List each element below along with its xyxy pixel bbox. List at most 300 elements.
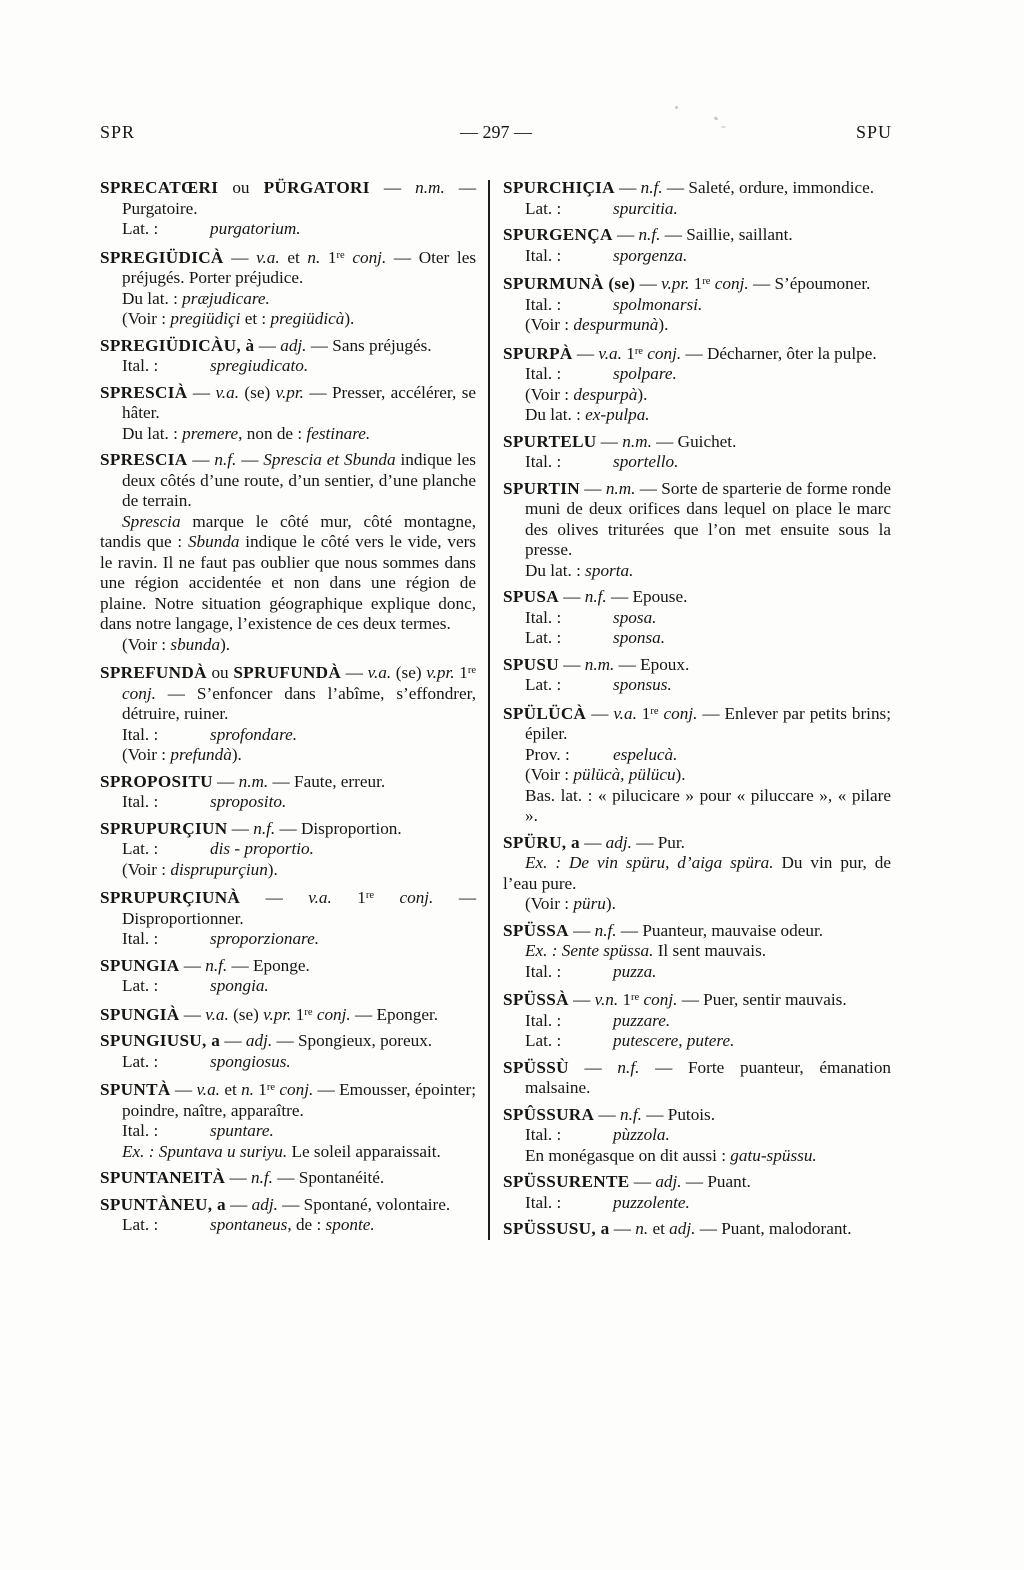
language-label: Ital. : — [525, 1192, 562, 1212]
language-label: Ital. : — [525, 607, 562, 627]
text: — Sans préjugés. — [306, 335, 432, 355]
dictionary-entry — [503, 178, 891, 219]
italic-text: putescere, putere. — [613, 1031, 735, 1050]
text: — — [227, 818, 254, 838]
entry-headline — [503, 702, 891, 745]
italic-text: n.f. — [617, 1057, 640, 1077]
text: — — [612, 225, 639, 244]
italic-text: puzzolente. — [613, 1192, 690, 1212]
headword: SPRUPURÇIUN — [100, 818, 228, 838]
superscript: re — [650, 705, 659, 717]
entry-line — [503, 405, 891, 426]
italic-text: n.m. — [622, 431, 652, 451]
page-content — [100, 122, 892, 1240]
entry-headline — [503, 833, 891, 854]
text: ). — [658, 315, 669, 334]
italic-text: dis - proportio. — [210, 839, 314, 858]
headword: SPRUPURÇIUNÀ — [100, 888, 241, 907]
text: 1 — [291, 1004, 305, 1024]
italic-text: spolpare. — [613, 364, 677, 383]
text: — Sorte de sparterie de forme ronde muni de deux orifices dans lequel on place le marc des olives triturées que l’on met ensuite sous la presse. — [525, 478, 891, 559]
headword: SPREFUNDÀ — [100, 663, 207, 682]
italic-text: adj. — [605, 832, 632, 852]
entry-line — [100, 792, 476, 813]
entry-line — [100, 424, 476, 445]
text: (Voir : — [525, 315, 574, 334]
entry-headline — [100, 178, 476, 219]
italic-text: puzza. — [613, 961, 657, 981]
text: et — [279, 247, 308, 267]
text: Le soleil apparaissait. — [287, 1141, 441, 1161]
entry-headline — [100, 1168, 476, 1189]
entry-line — [503, 1125, 891, 1146]
italic-text: n.m. — [605, 478, 636, 498]
text: marque le côté mur, côté montagne, tandis que : — [100, 511, 476, 551]
entry-line — [100, 289, 476, 310]
dictionary-entry — [100, 886, 476, 950]
text: et : — [240, 309, 271, 328]
text: — Disproportionner. — [122, 888, 476, 928]
italic-text: pùzzola. — [613, 1125, 670, 1144]
page-number: — 297 — — [460, 122, 532, 142]
headword: SPÜSSUSU, a — [503, 1219, 610, 1238]
language-label: Ital. : — [122, 724, 159, 744]
text: — — [254, 335, 281, 355]
text: — — [558, 587, 585, 606]
italic-text: n.f. — [251, 1168, 273, 1187]
headword: SPUNTÀNEU, a — [100, 1194, 226, 1214]
headword: SPRESCIÀ — [100, 382, 188, 402]
italic-text: v.a. — [613, 703, 637, 723]
text: , non de : — [238, 423, 307, 443]
italic-text: ex-pulpa. — [585, 405, 650, 424]
italic-text: n. — [307, 247, 321, 267]
text: — Puant. — [681, 1172, 751, 1191]
text: — — [572, 343, 599, 363]
language-label: Ital. : — [525, 452, 562, 471]
text: — — [594, 1104, 621, 1124]
entry-line — [100, 1142, 476, 1163]
headword: SPUNGIA — [100, 955, 180, 975]
entry-headline — [503, 479, 891, 561]
text: , de : — [287, 1215, 326, 1234]
text: Il sent mauvais. — [653, 941, 767, 960]
entry-headline — [503, 342, 891, 365]
text: 1 — [253, 1080, 267, 1099]
language-label: Lat. : — [122, 1051, 159, 1071]
dictionary-entry — [503, 1172, 891, 1213]
dictionary-entry — [100, 178, 476, 240]
italic-text: spregiudicato. — [210, 356, 309, 375]
text: — Spontanéité. — [272, 1168, 385, 1187]
language-label: Ital. : — [525, 961, 562, 981]
header-guide-word-left: SPR — [100, 122, 136, 142]
dictionary-entry — [100, 336, 476, 377]
italic-text: sponsa. — [613, 628, 666, 647]
entry-line — [503, 962, 891, 983]
headword: SPRUFUNDÀ — [233, 663, 342, 682]
headword: SPUNGIÀ — [100, 1004, 180, 1024]
dictionary-entry — [100, 246, 476, 330]
text: indique les deux côtés d’une route, d’un sentier, d’une planche de terrain. — [122, 450, 476, 510]
entry-headline — [100, 956, 476, 977]
italic-text: n.m. — [584, 654, 615, 674]
italic-text: conj. — [663, 703, 698, 723]
text: — — [614, 178, 641, 197]
text: (Voir : — [122, 745, 171, 764]
italic-text: sponsus. — [613, 675, 672, 694]
language-label: Lat. : — [525, 628, 562, 647]
headword: SPÜSSA — [503, 920, 569, 940]
entry-headline — [100, 1003, 476, 1026]
text: 1 — [636, 703, 651, 723]
text: ). — [675, 765, 686, 784]
italic-text: espelucà. — [613, 744, 678, 764]
italic-text: conj. — [279, 1080, 314, 1099]
italic-text: despurmunà — [573, 315, 659, 334]
entry-line — [503, 894, 891, 915]
italic-text: n.f. — [640, 178, 663, 197]
italic-text: sporta. — [585, 560, 634, 580]
entry-line — [100, 1215, 476, 1236]
italic-text: adj. — [251, 1194, 278, 1214]
text: — — [586, 703, 614, 723]
entry-headline — [100, 336, 476, 357]
italic-text: disprupurçiun — [170, 859, 268, 879]
text: — Saleté, ordure, immondice. — [662, 178, 875, 197]
text: et — [648, 1219, 670, 1238]
italic-text: n. — [241, 1080, 254, 1099]
entry-line — [100, 1121, 476, 1142]
entry-headline — [100, 886, 476, 929]
language-label: Ital. : — [525, 1125, 562, 1144]
italic-text: conj. — [122, 683, 156, 703]
text: (Voir : — [122, 634, 171, 654]
text: — — [170, 1080, 197, 1099]
text: — Décharner, ôter la pulpe. — [681, 343, 877, 363]
entry-line — [503, 765, 891, 786]
italic-text: sposa. — [613, 607, 657, 627]
text: 1 — [454, 663, 468, 682]
text: ). — [220, 634, 231, 654]
italic-text: v.pr. — [661, 274, 690, 293]
text: — S’époumoner. — [748, 274, 871, 293]
text: — — [568, 920, 595, 940]
text: — Emousser, épointer; poindre, naître, apparaître. — [122, 1080, 477, 1120]
superscript: re — [336, 249, 345, 261]
headword: SPREGIÜDICÀU, à — [100, 335, 255, 355]
dictionary-entry — [100, 1168, 476, 1189]
text: — — [369, 178, 416, 197]
scan-speck — [714, 116, 719, 121]
italic-text: pregiüdiçi — [170, 309, 241, 328]
italic-text: gatu-spüssu. — [730, 1145, 817, 1165]
text: — Eponge. — [227, 955, 310, 975]
entry-line — [503, 608, 891, 629]
italic-text: v.a. — [308, 888, 332, 907]
language-label: Ital. : — [525, 364, 562, 383]
italic-text: præjudicare. — [182, 288, 270, 308]
italic-text: spurcitia. — [613, 198, 678, 218]
entry-line — [503, 385, 891, 406]
entry-line — [100, 839, 476, 860]
italic-text: premere — [182, 423, 239, 443]
text: ou — [206, 663, 234, 682]
italic-text: purgatorium. — [210, 219, 301, 238]
entry-line — [100, 976, 476, 997]
italic-text: Ex. : De vin spüru, d’aiga spüra. — [525, 853, 774, 872]
italic-text: adj. — [669, 1219, 696, 1238]
italic-text: spolmonarsi. — [613, 294, 703, 314]
text: ). — [344, 309, 355, 328]
text: — Guichet. — [651, 431, 737, 451]
text: — — [212, 771, 239, 791]
entry-headline — [503, 1172, 891, 1193]
text: indique le côté vers le vide, vers le ravin. Il ne faut pas oublier que nous sommes dans une région accidentée et non dans une région de plaine. Notre situation géographique explique donc, dans notre langage, l’existence de ces deux termes. — [100, 532, 476, 633]
text: Du lat. : — [122, 423, 183, 443]
italic-text: sponte. — [325, 1215, 375, 1234]
headword: SPUNTANEITÀ — [100, 1168, 226, 1187]
entry-line — [503, 853, 891, 894]
headword: SPURTELU — [503, 431, 597, 451]
text: — — [579, 478, 606, 498]
two-column-text — [100, 178, 892, 1240]
italic-text: festinare. — [306, 423, 371, 443]
headword: SPRECATŒRI — [100, 178, 219, 197]
entry-line — [503, 561, 891, 582]
text: et — [219, 1080, 242, 1099]
entry-headline — [503, 1058, 891, 1099]
entry-line — [503, 786, 891, 827]
italic-text: n.f. — [620, 1104, 642, 1124]
dictionary-entry — [503, 342, 891, 426]
text: — — [223, 247, 257, 267]
dictionary-entry — [100, 450, 476, 655]
entry-line — [503, 1011, 891, 1032]
entry-line — [100, 725, 476, 746]
text: — — [225, 1194, 252, 1214]
italic-text: conj. — [316, 1004, 351, 1024]
text: — — [187, 450, 215, 469]
italic-text: n.f. — [253, 818, 276, 838]
text: Du lat. : — [525, 560, 586, 580]
entry-line — [503, 295, 891, 316]
entry-line — [503, 199, 891, 220]
dictionary-entry — [503, 587, 891, 649]
language-label: Lat. : — [122, 1215, 159, 1234]
text: — Spongieux, poreux. — [272, 1031, 433, 1050]
italic-text: conj. — [643, 990, 678, 1009]
dictionary-entry — [100, 1078, 476, 1162]
entry-line — [100, 219, 476, 240]
entry-headline — [503, 432, 891, 453]
dictionary-entry — [503, 272, 891, 336]
entry-headline — [100, 819, 476, 840]
text: — Epouse. — [606, 587, 688, 606]
entry-line — [100, 635, 476, 656]
text: En monégasque on dit aussi : — [525, 1145, 731, 1165]
dictionary-entry — [503, 702, 891, 827]
headword: SPÜSSÙ — [503, 1057, 569, 1077]
superscript: re — [631, 992, 640, 1003]
text: — Presser, accélérer, se hâter. — [122, 382, 477, 422]
language-label: Lat. : — [525, 198, 562, 218]
entry-line — [503, 1146, 891, 1167]
entry-headline — [100, 661, 476, 725]
text: — Eponger. — [350, 1004, 439, 1024]
entry-headline — [503, 655, 891, 676]
italic-text: n.f. — [594, 920, 617, 940]
text: — — [220, 1031, 246, 1050]
entry-headline — [503, 178, 891, 199]
entry-line — [100, 860, 476, 881]
headword: SPÜSSÀ — [503, 990, 569, 1009]
entry-line — [100, 929, 476, 950]
text: 1 — [621, 343, 635, 363]
italic-text: conj. — [714, 274, 749, 293]
text: (se) — [239, 382, 276, 402]
entry-line — [503, 675, 891, 696]
dictionary-entry — [100, 772, 476, 813]
entry-headline — [100, 450, 476, 512]
text: — S’enfoncer dans l’abîme, s’effondrer, détruire, ruiner. — [122, 683, 476, 723]
headword: SPUSU — [503, 654, 559, 674]
italic-text: v.a. — [196, 1080, 220, 1099]
italic-text: n.f. — [214, 450, 237, 469]
text: (se) — [228, 1004, 264, 1024]
dictionary-entry — [503, 988, 891, 1052]
headword: PÜRGATORI — [263, 178, 370, 197]
entry-line — [100, 356, 476, 377]
headword: SPUNTÀ — [100, 1080, 171, 1099]
text: 1 — [689, 274, 703, 293]
dictionary-entry — [503, 655, 891, 696]
headword: SPURGENÇA — [503, 225, 613, 244]
text: — — [579, 832, 606, 852]
text: — Forte puanteur, émanation malsaine. — [525, 1057, 892, 1097]
italic-text: puzzare. — [613, 1010, 671, 1030]
entry-line — [503, 628, 891, 649]
language-label: Ital. : — [525, 294, 562, 314]
superscript: re — [634, 345, 643, 357]
language-label: Lat. : — [525, 1031, 562, 1050]
dictionary-entry — [100, 1003, 476, 1026]
language-label: Ital. : — [525, 245, 562, 265]
text: — — [236, 450, 264, 469]
superscript: re — [365, 890, 375, 901]
dictionary-entry — [100, 383, 476, 445]
entry-headline — [503, 225, 891, 246]
text: — — [179, 955, 206, 975]
italic-text: n.f. — [205, 955, 228, 975]
text: (Voir : — [525, 894, 574, 913]
text: (Voir : — [122, 309, 171, 328]
text: — Putois. — [641, 1104, 716, 1124]
entry-headline — [503, 272, 891, 295]
text: Bas. lat. : « pilucicare » pour « piluccare », « pilare ». — [525, 785, 891, 825]
entry-headline — [100, 1031, 476, 1052]
text: 1 — [331, 888, 366, 907]
italic-text: spongia. — [210, 976, 269, 995]
italic-text: v.a. — [256, 247, 280, 267]
text: — — [240, 888, 309, 907]
text: (Voir : — [525, 765, 574, 784]
italic-text: spuntare. — [210, 1121, 274, 1140]
text: Du lat. : — [525, 405, 586, 424]
italic-text: n.m. — [238, 771, 269, 791]
language-label: Ital. : — [525, 1010, 562, 1030]
text: — Spontané, volontaire. — [277, 1194, 451, 1214]
italic-text: v.n. — [594, 990, 619, 1009]
text: ). — [231, 745, 242, 764]
entry-headline — [503, 921, 891, 942]
dictionary-entry — [100, 956, 476, 997]
text: — Puer, sentir mauvais. — [677, 990, 847, 1009]
italic-text: conj. — [647, 343, 682, 363]
entry-line — [503, 315, 891, 336]
italic-text: adj. — [245, 1031, 273, 1050]
text: ou — [218, 178, 264, 197]
text: — Purgatoire. — [122, 178, 477, 218]
dictionary-entry — [100, 1031, 476, 1072]
entry-line — [503, 1193, 891, 1214]
column-divider-rule — [488, 180, 490, 1240]
dictionary-entry — [503, 1105, 891, 1167]
headword: SPUSA — [503, 587, 559, 606]
headword: SPROPOSITU — [100, 771, 213, 791]
italic-text: v.pr. — [275, 382, 304, 402]
text: — Oter les préjugés. Porter préjudice. — [122, 247, 477, 287]
language-label: Ital. : — [122, 356, 159, 375]
text: Du lat. : — [122, 288, 183, 308]
italic-text: n.m. — [415, 178, 445, 197]
running-header — [100, 122, 892, 146]
italic-text: n. — [635, 1219, 649, 1238]
headword: SPÜSSURENTE — [503, 1172, 630, 1191]
entry-line — [503, 1031, 891, 1052]
superscript: re — [467, 665, 477, 676]
text: — — [187, 382, 216, 402]
text — [374, 888, 399, 907]
italic-text: n.f. — [638, 225, 661, 244]
text: — Pur. — [631, 832, 685, 852]
italic-text: v.a. — [205, 1004, 229, 1024]
text: — — [596, 431, 623, 451]
italic-text: sproposito. — [210, 792, 287, 811]
entry-line — [503, 246, 891, 267]
dictionary-entry — [100, 1195, 476, 1236]
text: ). — [605, 894, 616, 913]
italic-text: püru — [573, 894, 606, 913]
italic-text: pülücà, pülücu — [573, 765, 676, 784]
italic-text: sporgenza. — [613, 245, 688, 265]
italic-text: v.a. — [215, 382, 239, 402]
dictionary-entry — [100, 661, 476, 766]
entry-line — [100, 309, 476, 330]
language-label: Lat. : — [122, 839, 159, 858]
entry-headline — [503, 1219, 891, 1240]
language-label: Prov. : — [525, 744, 570, 764]
italic-text: Sprescia et Sbunda — [263, 450, 396, 469]
entry-line — [100, 745, 476, 766]
entry-headline — [100, 383, 476, 424]
entry-headline — [503, 988, 891, 1011]
entry-line — [100, 512, 476, 635]
text: — — [341, 663, 368, 682]
headword: SPÜRU, a — [503, 832, 580, 852]
entry-line — [503, 452, 891, 473]
dictionary-entry — [503, 833, 891, 915]
